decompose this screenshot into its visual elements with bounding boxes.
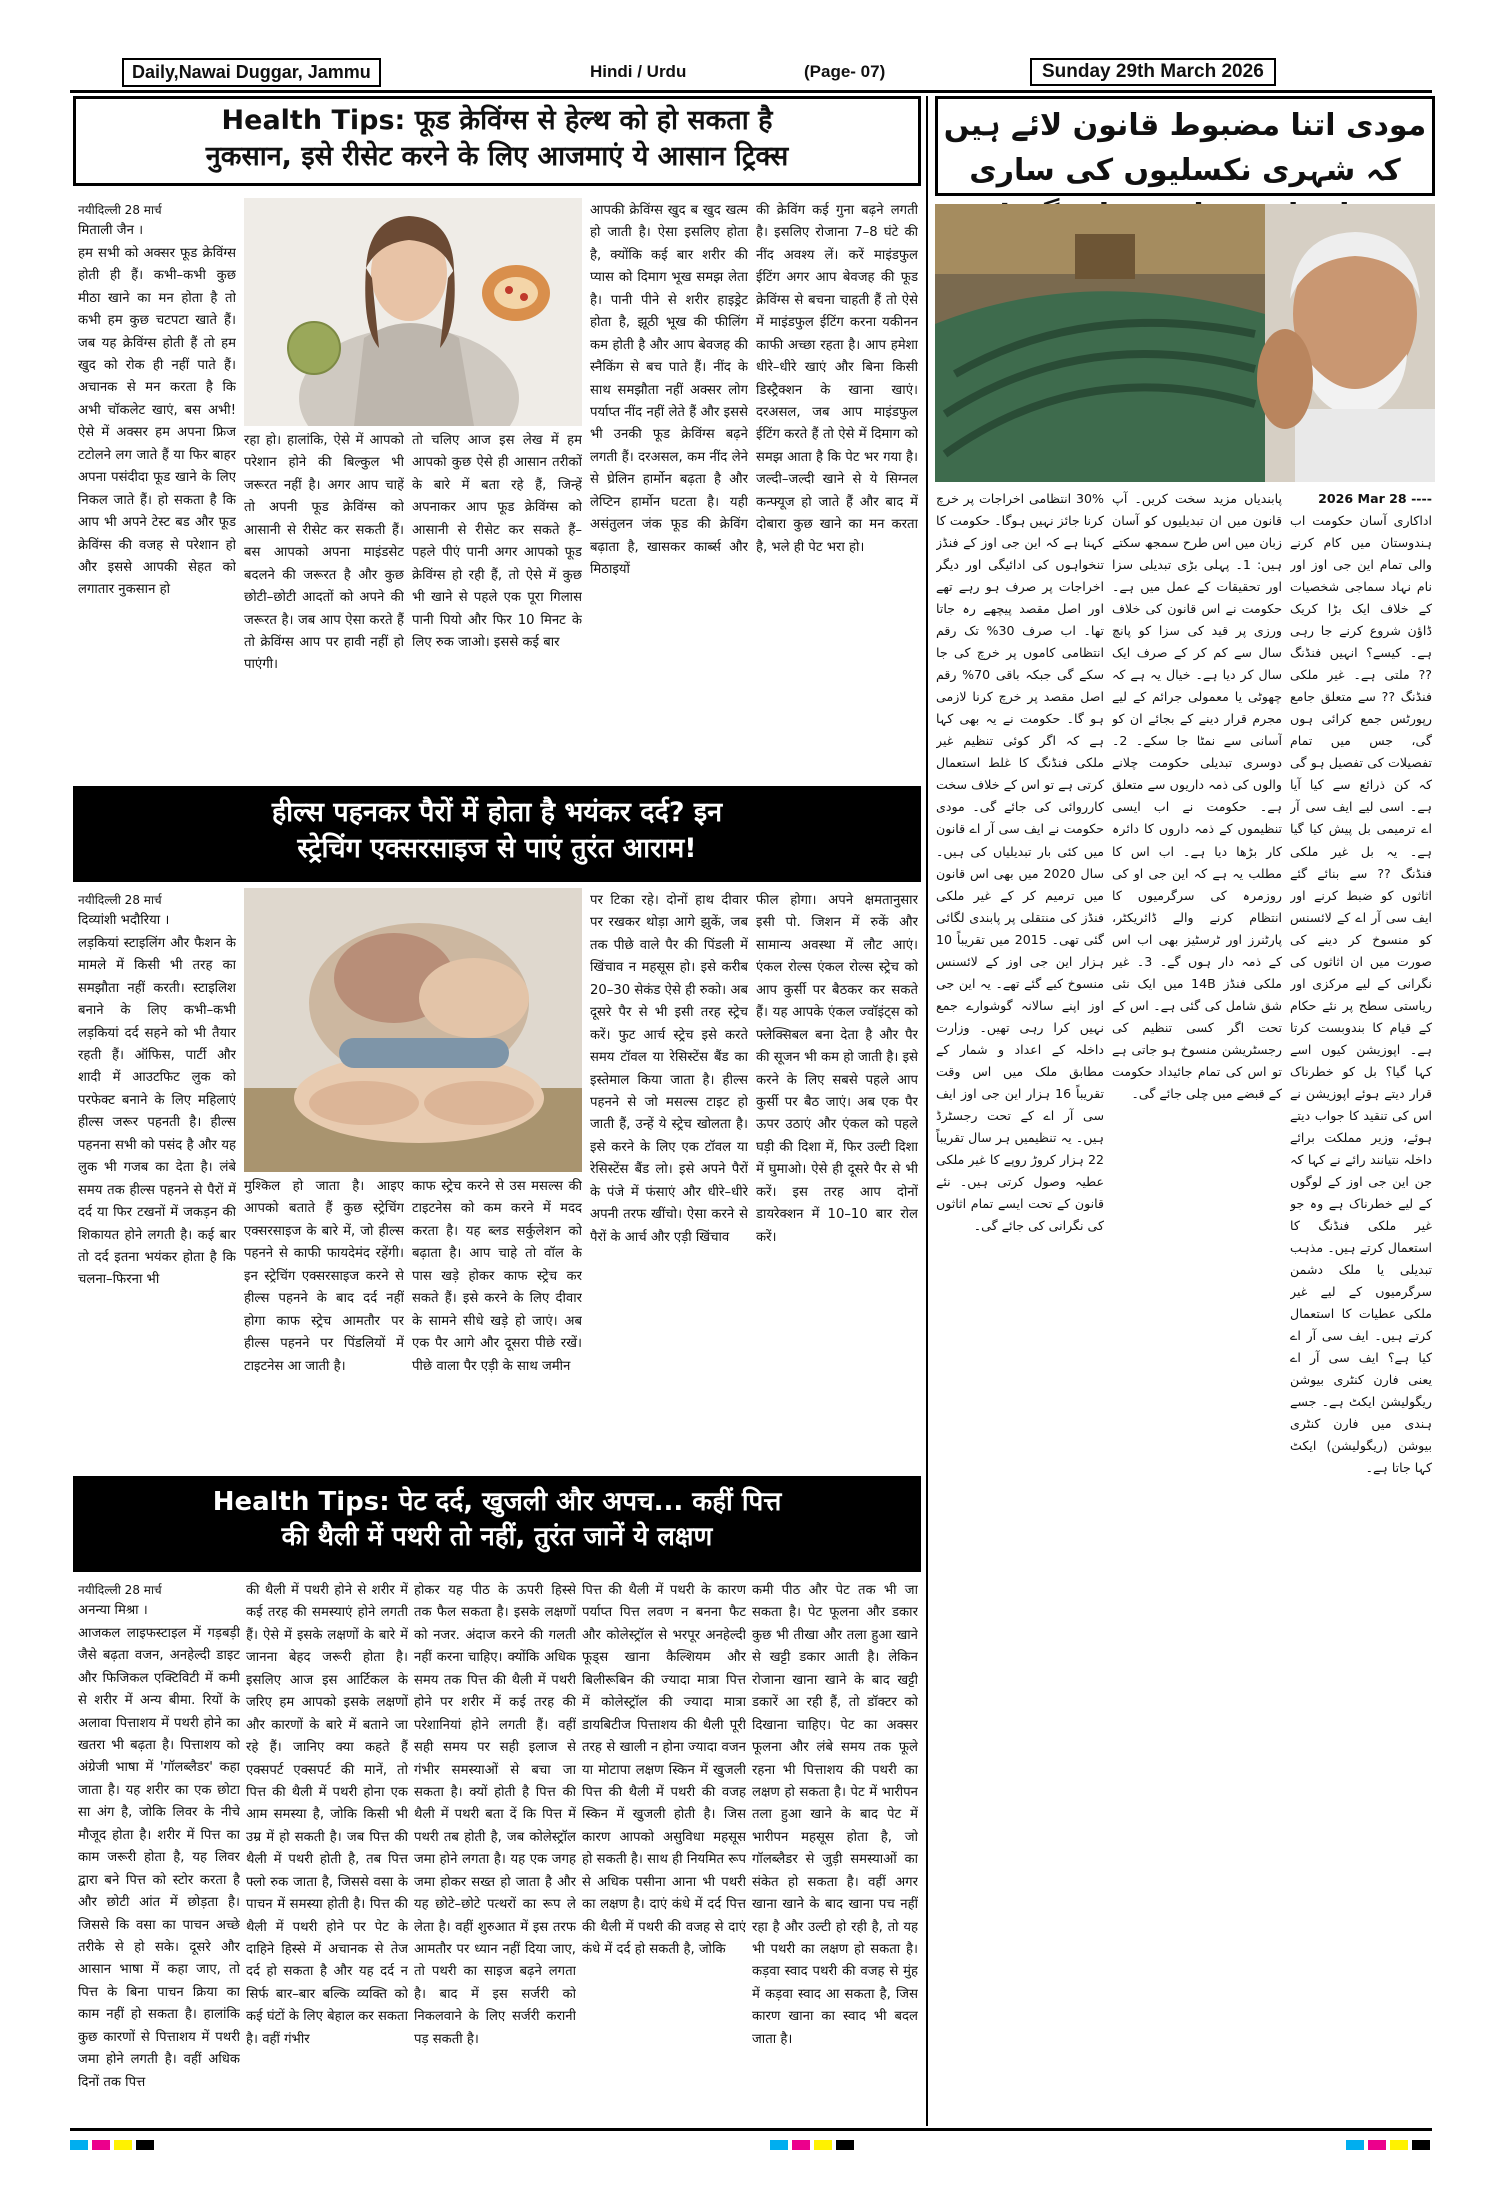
article-3-column-5: [752, 1580, 918, 2120]
stretching-pose-illustration: [244, 888, 582, 1172]
page-number: (Page- 07): [804, 62, 886, 81]
article-text: मुश्किल हो जाता है। आइए आपको बताते हैं कुछ स्ट्रेचिंग एक्सरसाइज के बारे में, जो हील्स पहनने से काफी फायदेमंद रहेंगी। इन स्ट्रेचिंग एक्सरसाइज करने से हील्स पहनने के बाद दर्द नहीं होगा काफ स्ट्रेच आमतौर पर हील्स पहनने पर पिंडलियों में टाइटनेस आ जाती है।: [244, 1179, 404, 1374]
article-text: काफ स्ट्रेच करने से उस मसल्स की टाइटनेस को कम करने में मदद करता है। यह ब्लड सर्कुलेशन को बढ़ाता है। आप चाहे तो वॉल के पास खड़े होकर काफ स्ट्रेच कर सकते हैं। इसे करने के लिए दीवार के सामने सीधे खड़े हो जाएं। अब एक पैर आगे और दूसरा पीछे रखें। पीछे वाला पैर एड़ी के साथ जमीन: [412, 1179, 582, 1374]
headline-line: स्ट्रेचिंग एक्सरसाइज से पाएं तुरंत आराम!: [297, 833, 697, 865]
article-2-photo: [244, 888, 582, 1172]
cyan-mark: [70, 2140, 88, 2150]
article-1-column-1: [78, 200, 236, 780]
byline: मिताली जैन ।: [78, 223, 144, 239]
urdu-dateline: 2026 Mar 28 ----: [1318, 491, 1432, 506]
headline-line: Health Tips: फूड क्रेविंग्स से हेल्थ को हो सकता है: [221, 105, 773, 136]
headline-line: हील्स पहनकर पैरों में होता है भयंकर दर्द? इन: [271, 797, 723, 828]
article-text: लड़कियां स्टाइलिंग और फैशन के मामले में किसी भी तरह का समझौता नहीं करती। स्टाइलिश बनाने के लिए कभी–कभी लड़कियां दर्द सहने को भी तैयार रहती हैं। ऑफिस, पार्टी और शादी में आउटफिट लुक को परफेक्ट बनाने के लिए महिलाएं हील्स जरूर पहनती है। हील्स पहनना सभी को पसंद है और यह लुक भी गजब का देता है। लंबे समय तक हील्स पहनने से पैरों में दर्द या फिर टखनों में जकड़न की शिकायत होने लगती है। कई बार तो दर्द इतना भयंकर होता है कि चलना–फिरना भी: [78, 935, 236, 1288]
masthead: [70, 58, 1432, 88]
black-mark: [136, 2140, 154, 2150]
article-3-column-2: [246, 1580, 408, 2120]
headline-line: नुकसान, इसे रीसेट करने के लिए आजमाएं ये आसान ट्रिक्स: [205, 141, 789, 173]
paper-name: Daily,Nawai Duggar, Jammu: [122, 58, 381, 87]
parliament-and-leader-illustration: [935, 204, 1435, 482]
parliament-photo: [935, 204, 1435, 482]
article-1-column-3: [412, 430, 582, 780]
urdu-column-3: [936, 488, 1104, 2120]
yellow-mark: [814, 2140, 832, 2150]
urdu-text: پابندیاں مزید سخت کریں۔ آپ قانون میں ان تبدیلیوں کو آسان زبان میں اس طرح سمجھ سکتے ہیں: 1۔ پہلی بڑی تبدیلی سزا اور تحقیقات کے عمل میں ہے۔ حکومت نے اس قانون کی خلاف ورزی پر قید کی سزا کو پانچ سال سے کم کر کے صرف ایک سال کر دیا ہے۔ خیال یہ ہے کہ چھوٹی یا معمولی جرائم کے لیے مجرم قرار دینے کے بجائے ان کو آسانی سے نمٹا جا سکے۔ 2۔ دوسری تبدیلی حکومت چلانے والوں کی ذمہ داریوں سے متعلق ہے۔ حکومت نے اب ایسی تنظیموں کے ذمہ داروں کا دائرہ کار بڑھا دیا ہے۔ اب اس کا مطلب یہ ہے کہ این جی او کی روزمرہ کی سرگرمیوں کا انتظام کرنے والے ڈائریکٹر، پارٹنرز اور ٹرسٹیز بھی اب اس کے ذمہ دار ہوں گے۔ 3۔ غیر ملکی فنڈز 14B میں ایک نئی شق شامل کی گئی ہے۔ اس کے تحت اگر کسی تنظیم کی رجسٹریشن منسوخ ہو جاتی ہے تو اس کی تمام جائیداد حکومت کے قبضے میں چلی جائے گی۔: [1112, 491, 1282, 1101]
article-text: कमी पीठ और पेट तक भी जा सकता है। पेट फूलना और डकार कुछ भी तीखा और तला हुआ खाने से खट्टी डकार आती है। लेकिन रोजाना खाना खाने के बाद खट्टी डकारें आ रही हैं, तो डॉक्टर को दिखाना चाहिए। पेट का अक्सर फूलना और लंबे समय तक फूले रहना भी पित्ताशय की पथरी का लक्षण हो सकता है। पेट में भारीपन तला हुआ खाने के बाद पेट में भारीपन महसूस होता है, जो गॉलब्लैडर से जुड़ी समस्याओं का संकेत हो सकता है। वहीं अगर खाना खाने के बाद खाना पच नहीं रहा है और उल्टी हो रही है, तो यह भी पथरी का लक्षण हो सकता है। कड़वा स्वाद पथरी की वजह से मुंह में कड़वा स्वाद आ सकता है, जिस कारण खाना का स्वाद भी बदल जाता है।: [752, 1583, 918, 2047]
byline: दिव्यांशी भदौरिया ।: [78, 913, 170, 929]
article-3-column-1: [78, 1580, 240, 2120]
magenta-mark: [92, 2140, 110, 2150]
article-text: होकर यह पीठ के ऊपरी हिस्से तक फैल सकता है। इसके लक्षणों को नजर. अंदाज करने की गलती नहीं करना चाहिए। क्योंकि अधिक समय तक पित्त की थैली में पथरी होने पर शरीर में कई तरह की परेशानियां होने लगती हैं। वहीं सही समय पर सही इलाज से गंभीर समस्याओं से बचा जा सकता है। क्यों होती है पित्त की थैली में पथरी बता दें कि पित्त में पथरी तब होती है, जब कोलेस्ट्रॉल जमा होने लगता है। यह एक जगह जमा होकर सख्त हो जाता है और यह छोटे–छोटे पत्थरों का रूप ले लेता है। वहीं शुरुआत में इस तरफ आमतौर पर ध्यान नहीं दिया जाए, तो पथरी का साइज बढ़ने लगता है। बाद में इस सर्जरी को निकलवाने के लिए सर्जरी करानी पड़ सकती है।: [414, 1583, 576, 2047]
section-divider: [926, 96, 928, 2126]
article-2-column-2: [244, 1176, 404, 1468]
issue-date: Sunday 29th March 2026: [1030, 58, 1276, 86]
article-1-photo: [244, 198, 582, 426]
byline: अनन्या मिश्रा ।: [78, 1603, 148, 1619]
article-2-headline: [73, 786, 921, 882]
cyan-mark: [1346, 2140, 1364, 2150]
dateline: नयीदिल्ली 28 मार्च: [78, 203, 162, 217]
urdu-text: 30% انتظامی اخراجات پر خرچ کرنا جائز نہیں ہوگا۔ حکومت کا کہنا ہے کہ این جی اوز کے فنڈز تنخواہوں کی ادائیگی اور دیگر اخراجات پر صرف ہو رہے تھے اور اصل مقصد پیچھے رہ جاتا تھا۔ اب صرف 30% تک رقم انتظامی کاموں پر خرچ کی جا سکے گی جبکہ باقی 70% رقم اصل مقصد پر خرچ کرنا لازمی ہو گا۔ حکومت نے یہ بھی کہا ہے کہ اگر کوئی تنظیم غیر ملکی فنڈنگ کا غلط استعمال کرتی ہے تو اس کے خلاف سخت کارروائی کی جائے گی۔ مودی حکومت نے ایف سی آر اے قانون میں کئی بار تبدیلیاں کی ہیں۔ سال 2020 میں بھی اس قانون میں ترمیم کر کے غیر ملکی فنڈز کی منتقلی پر پابندی لگائی گئی تھی۔ 2015 میں تقریباً 10 ہزار این جی اوز کے لائسنس منسوخ کیے گئے تھے۔ یہ این جی اوز اپنے سالانہ گوشوارے جمع نہیں کرا رہی تھیں۔ وزارت داخلہ کے اعداد و شمار کے مطابق ملک میں اس وقت تقریباً 16 ہزار این جی اوز ایف سی آر اے کے تحت رجسٹرڈ ہیں۔ یہ تنظیمیں ہر سال تقریباً 22 ہزار کروڑ روپے کا غیر ملکی عطیہ وصول کرتی ہیں۔ نئے قانون کے تحت ایسے تمام اثاثوں کی نگرانی کی جائے گی۔: [936, 491, 1104, 1234]
article-text: पित्त की थैली में पथरी के कारण पर्याप्त पित्त लवण न बनना फैट और कोलेस्ट्रॉल से भरपूर अनहेल्दी फूड्स खाना कैल्शियम और बिलीरूबिन की ज्यादा मात्रा पित्त में कोलेस्ट्रॉल की ज्यादा मात्रा डायबिटीज पित्ताशय की थैली पूरी तरह से खाली न होना ज्यादा वजन या मोटापा लक्षण स्किन में खुजली पित्त की थैली में पथरी की वजह स्किन में खुजली होती है। जिस कारण आपको असुविधा महसूस हो सकती है। साथ ही नियमित रूप से अधिक पसीना आना भी पथरी का लक्षण है। दाएं कंधे में दर्द पित्त की थैली में पथरी की वजह से दाएं कंधे में दर्द हो सकती है, जोकि: [582, 1583, 746, 1957]
urdu-text: اداکاری آسان حکومت اب ہندوستان میں کام کرنے والی تمام این جی اوز اور نام نہاد سماجی شخصیات کے خلاف ایک بڑا کریک ڈاؤن شروع کرنے جا رہی ہے۔ کیسے؟ انہیں فنڈنگ ?? ملتی ہے۔ غیر ملکی فنڈنگ ?? سے متعلق جامع رپورٹس جمع کرائی ہوں گی، جس میں تمام تفصیلات کی تفصیل ہو گی کہ کن ذرائع سے کیا آیا ہے۔ اسی لیے ایف سی آر اے ترمیمی بل پیش کیا گیا ہے۔ یہ بل غیر ملکی فنڈنگ ?? سے بنائے گئے اثاثوں کو ضبط کرنے اور ایف سی آر اے کے لائسنس کو منسوخ کر دینے کی صورت میں ان اثاثوں کی نگرانی کے لیے مرکزی اور ریاستی سطح پر نئے حکام کے قیام کا بندوبست کرتا ہے۔ اپوزیشن کیوں اسے کہا گیا؟ بل کو خطرناک قرار دیتے ہوئے اپوزیشن نے اس کی تنقید کا جواب دیتے ہوئے، وزیر مملکت برائے داخلہ نتیانند رائے نے کہا کہ جن این جی اوز کے لوگوں کے لیے خطرناک ہے وہ جو غیر ملکی فنڈنگ کا استعمال کرتے ہیں۔ مذہب تبدیلی یا ملک دشمن سرگرمیوں کے لیے غیر ملکی عطیات کا استعمال کرتے ہیں۔ ایف سی آر اے کیا ہے؟ ایف سی آر اے یعنی فارن کنٹری بیوشن ریگولیشن ایکٹ ہے۔ جسے ہندی میں فارن کنٹری بیوشن (ریگولیشن) ایکٹ کہا جاتا ہے۔: [1290, 513, 1432, 1476]
yellow-mark: [114, 2140, 132, 2150]
woman-with-food-illustration: [244, 198, 582, 426]
yellow-mark: [1390, 2140, 1408, 2150]
article-2-column-3: [412, 1176, 582, 1468]
urdu-column-1: [1290, 488, 1432, 2120]
article-1-column-5: [756, 200, 918, 780]
cmyk-marks: [70, 2140, 1432, 2154]
urdu-headline: مودی اتنا مضبوط قانون لائے ہیں کہ شہری نکسلیوں کی ساری: [935, 96, 1435, 196]
cyan-mark: [770, 2140, 788, 2150]
article-text: आपकी क्रेविंग्स खुद ब खुद खत्म हो जाती है। ऐसा इसलिए होता है, क्योंकि कई बार शरीर की प्यास को दिमाग भूख समझ लेता है। पानी पीने से शरीर हाइड्रेट होता है, झूठी भूख की फीलिंग कम होती है और आप बेवजह की स्नैकिंग से बच पाते हैं। नींद के साथ समझौता नहीं अक्सर लोग पर्याप्त नींद नहीं लेते हैं और इससे भी उनकी फूड क्रेविंग्स बढ़ने लगती हैं। दरअसल, कम नींद लेने से घ्रेलिन हार्मोन बढ़ता है और लेप्टिन हार्मोन घटता है। यही असंतुलन जंक फूड की क्रेविंग बढ़ाता है, खासकर कार्ब्स और मिठाइयों: [590, 203, 748, 577]
article-3-column-3: [414, 1580, 576, 2120]
masthead-rule: [70, 90, 1432, 93]
article-text: हम सभी को अक्सर फूड क्रेविंग्स होती ही हैं। कभी–कभी कुछ मीठा खाने का मन होता है तो कभी हम कुछ चटपटा खाते हैं। जब यह क्रेविंग्स होती हैं तो हम खुद को रोक ही नहीं पाते हैं। अचानक से मन करता है कि अभी चॉकलेट खाएं, बस अभी! ऐसे में अक्सर हम अपना फ्रिज टटोलने लग जाते हैं या फिर बाहर अपना पसंदीदा फूड खाने के लिए निकल जाते हैं। हो सकता है कि आप भी अपने टेस्ट बड और फूड क्रेविंग्स की वजह से परेशान हो और इससे आपकी सेहत को लगातार नुकसान हो: [78, 245, 236, 598]
article-1-headline: [73, 96, 921, 186]
dateline: नयीदिल्ली 28 मार्च: [78, 1583, 162, 1597]
article-1-column-2: [244, 430, 404, 780]
article-text: फील होगा। अपने क्षमतानुसार इसी पो. जिशन में रुकें और सामान्य अवस्था में लौट आएं। एंकल रोल्स एंकल रोल्स स्ट्रेच को आप कुर्सी पर बैठकर कर सकते हैं। यह आपके एंकल ज्वॉइंट्स को फ्लेक्सिबल बना देता है और पैर की सूजन भी कम हो जाती है। इसे करने के लिए सबसे पहले आप कुर्सी पर बैठ जाएं। अब एक पैर ऊपर उठाएं और एंकल को पहले घड़ी की दिशा में, फिर उल्टी दिशा में घुमाओ। ऐसे ही दूसरे पैर से भी करें। इस तरह आप दोनों डायरेक्शन में 10–10 बार रोल करें।: [756, 893, 918, 1245]
article-text: की क्रेविंग कई गुना बढ़ने लगती है। इसलिए रोजाना 7–8 घंटे की नींद अवश्य लें। करें माइंडफुल ईटिंग अगर आप बेवजह की फूड क्रेविंग्स से बचना चाहती हैं तो ऐसे में माइंडफुल ईटिंग करना यकीनन काफी अच्छा रहता है। आप हमेशा धीरे–धीरे खाएं और बिना किसी डिस्ट्रैक्शन के खाना खाएं। दरअसल, जब आप माइंडफुल ईटिंग करते हैं तो ऐसे में दिमाग को समझ आता है कि पेट भर गया है। जल्दी–जल्दी खाने से ये सिग्नल कन्फ्यूज हो जाते हैं और बाद में दोबारा कुछ खाने का मन करता है, भले ही पेट भरा हो।: [756, 203, 918, 555]
article-text: रहा हो। हालांकि, ऐसे में आपको परेशान होने की बिल्कुल भी जरूरत नहीं है। अगर आप चाहें तो अपनी फूड क्रेविंग्स को आसानी से रीसेट कर सकती हैं। बस आपको अपना माइंडसेट बदलने की जरूरत है और कुछ छोटी–छोटी आदतों को अपने की जरूरत है। जब आप ऐसा करते हैं तो क्रेविंग्स आप पर हावी नहीं हो पाएंगी।: [244, 433, 404, 673]
article-text: आजकल लाइफस्टाइल में गड़बड़ी जैसे बढ़ता वजन, अनहेल्दी डाइट और फिजिकल एक्टिविटी में कमी से शरीर में अन्य बीमा. रियों के अलावा पित्ताशय में पथरी होने का खतरा भी बढ़ता है। पित्ताशय को अंग्रेजी भाषा में 'गॉलब्लैडर' कहा जाता है। यह शरीर का एक छोटा सा अंग है, जोकि लिवर के नीचे मौजूद होता है। शरीर में पित्त का काम जरूरी होता है, यह लिवर द्वारा बने पित्त को स्टोर करता है और छोटी आंत में छोड़ता है। जिससे कि वसा का पाचन अच्छे तरीके से हो सके। दूसरे और आसान भाषा में कहा जाए, तो पित्त के बिना पाचन क्रिया का काम नहीं हो सकता है। हालांकि कुछ कारणों से पित्ताशय में पथरी जमा होने लगती है। वहीं अधिक दिनों तक पित्त: [78, 1625, 240, 2090]
magenta-mark: [1368, 2140, 1386, 2150]
black-mark: [836, 2140, 854, 2150]
article-2-column-4: [590, 890, 748, 1468]
footer-rule: [70, 2128, 1432, 2131]
article-text: की थैली में पथरी होने से शरीर में कई तरह की समस्याएं होने लगती हैं। ऐसे में इसके लक्षणों के बारे में जानना बेहद जरूरी होता है। इसलिए आज इस आर्टिकल के जरिए हम आपको इसके लक्षणों और कारणों के बारे में बताने जा रहे हैं। जानिए क्या कहते हैं एक्सपर्ट एक्सपर्ट की मानें, तो पित्त की थैली में पथरी होना एक आम समस्या है, जोकि किसी भी उम्र में हो सकती है। जब पित्त की थैली में पथरी होती है, तब पित्त फ्लो रुक जाता है, जिससे वसा के पाचन में समस्या होती है। पित्त की थैली में पथरी होने पर पेट के दाहिने हिस्से में अचानक से तेज दर्द हो सकता है और यह दर्द न सिर्फ बार–बार बल्कि व्यक्ति को कई घंटों के लिए बेहाल कर सकता है। वहीं गंभीर: [246, 1583, 408, 2047]
urdu-column-2: [1112, 488, 1282, 2120]
language-label: Hindi / Urdu: [590, 62, 687, 81]
dateline: नयीदिल्ली 28 मार्च: [78, 893, 162, 907]
article-3-column-4: [582, 1580, 746, 2120]
article-text: पर टिका रहे। दोनों हाथ दीवार पर रखकर थोड़ा आगे झुकें, जब तक पीछे वाले पैर की पिंडली में खिंचाव न महसूस हो। इसे करीब 20–30 सेकंड ऐसे ही रुको। अब दूसरे पैर से भी इसी तरह स्ट्रेच करें। फुट आर्च स्ट्रेच इसे करते समय टॉवल या रेसिस्टेंस बैंड का इस्तेमाल किया जाता है। हील्स पहनने से जो मसल्स टाइट हो जाती हैं, उन्हें ये स्ट्रेच खोलता है। इसे करने के लिए एक टॉवल या रेसिस्टेंस बैंड लो। इसे अपने पैरों के पंजे में फंसाएं और धीरे–धीरे अपनी तरफ खींचो। ऐसा करने से पैरों के आर्च और एड़ी खिंचाव: [590, 893, 748, 1245]
article-2-column-5: [756, 890, 918, 1468]
article-1-column-4: [590, 200, 748, 780]
article-3-headline: [73, 1476, 921, 1572]
article-2-column-1: [78, 890, 236, 1468]
headline-line: की थैली में पथरी तो नहीं, तुरंत जानें ये लक्षण: [281, 1522, 713, 1553]
article-text: तो चलिए आज इस लेख में हम आपको कुछ ऐसे ही आसान तरीकों के बारे में बता रहे हैं, जिन्हें अपनाकर आप फूड क्रेविंग्स को आसानी से रीसेट कर सकते हैं– पहले पीएं पानी अगर आपको फूड क्रेविंग्स हो रही हैं, तो ऐसे में कुछ भी खाने से पहले एक पूरा गिलास पानी पियो और फिर 10 मिनट के लिए रुक जाओ। इससे कई बार: [412, 433, 582, 650]
headline-line: Health Tips: पेट दर्द, खुजली और अपच... कहीं पित्त: [212, 1487, 782, 1517]
magenta-mark: [792, 2140, 810, 2150]
black-mark: [1412, 2140, 1430, 2150]
